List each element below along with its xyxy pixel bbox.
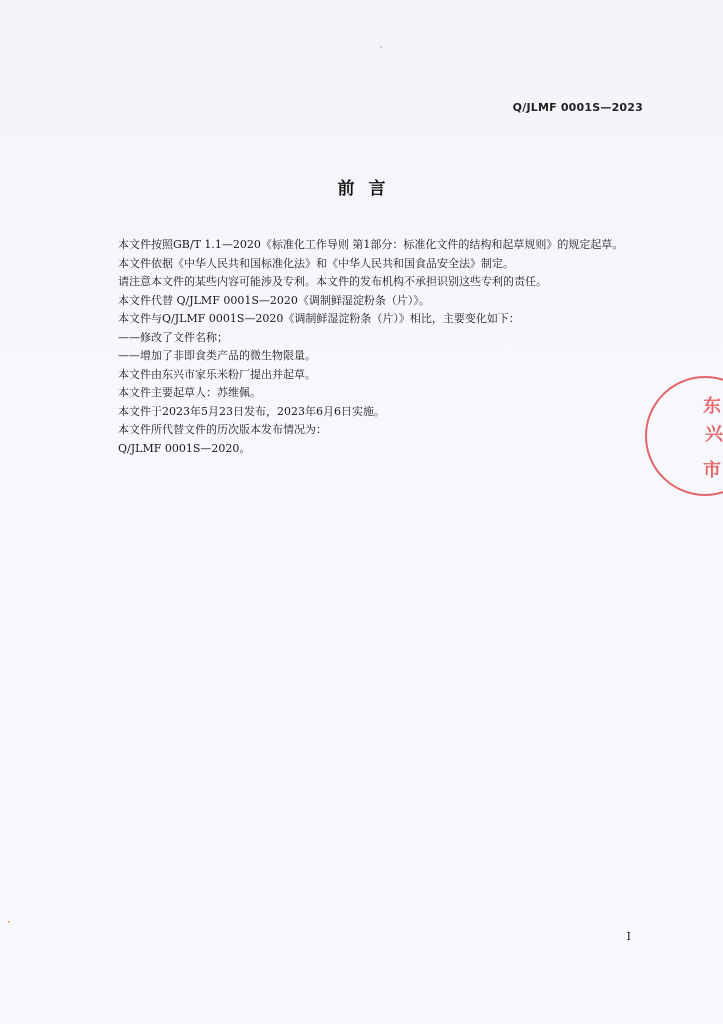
seal-glyph: 市 xyxy=(703,460,721,481)
paragraph-changes-intro: 本文件与Q/JLMF 0001S—2020《调制鲜湿淀粉条（片）》相比，主要变化如下： xyxy=(118,312,520,325)
page-number: I xyxy=(626,930,631,943)
paragraph-change-item: ——修改了文件名称； xyxy=(118,330,228,344)
page-title: 前言 xyxy=(337,179,400,199)
preface-body xyxy=(84,236,639,458)
paragraph-scope: 本文件按照GB/T 1.1—2020《标准化工作导则 第1部分：标准化文件的结构和起草规则》的规定起草。 xyxy=(118,238,624,251)
paragraph-history-intro: 本文件所代替文件的历次版本发布情况为： xyxy=(118,423,327,436)
paragraph-history-item: Q/JLMF 0001S—2020。 xyxy=(118,441,251,455)
paragraph-patent-notice: 请注意本文件的某些内容可能涉及专利。本文件的发布机构不承担识别这些专利的责任。 xyxy=(118,275,547,288)
seal-glyph: 兴 xyxy=(705,424,723,445)
paragraph-drafter: 本文件主要起草人：苏维佩。 xyxy=(118,386,261,399)
paper-speck xyxy=(380,46,382,48)
paragraph-basis: 本文件依据《中华人民共和国标准化法》和《中华人民共和国食品安全法》制定。 xyxy=(118,256,514,270)
paragraph-replaces: 本文件代替 Q/JLMF 0001S—2020《调制鲜湿淀粉条（片）》。 xyxy=(118,293,430,307)
document-code: Q/JLMF 0001S—2023 xyxy=(512,101,643,114)
seal-glyph: 东 xyxy=(703,396,721,417)
paragraph-change-item: ——增加了非即食类产品的微生物限量。 xyxy=(118,349,316,362)
paragraph-dates: 本文件于2023年5月23日发布，2023年6月6日实施。 xyxy=(118,404,385,418)
paper-speck xyxy=(8,921,10,923)
paragraph-proposer: 本文件由东兴市家乐米粉厂提出并起草。 xyxy=(118,367,316,381)
